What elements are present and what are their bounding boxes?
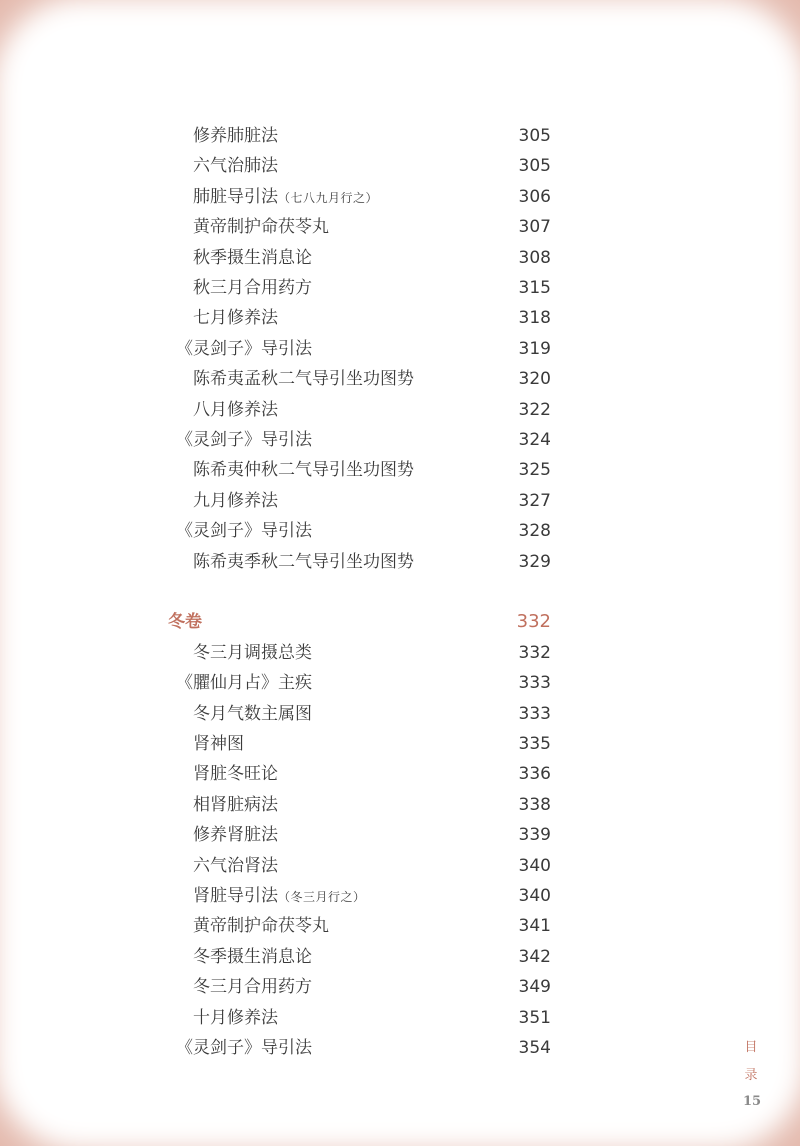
- toc-title-text: 肾神图: [193, 734, 244, 754]
- toc-entry-row: [0, 334, 800, 364]
- toc-title-text: 陈希夷仲秋二气导引坐功图势: [193, 460, 414, 481]
- toc-entry-title: [176, 668, 312, 698]
- toc-title-text: 十月修养法: [193, 1007, 278, 1028]
- toc-page-number: 335: [518, 734, 551, 754]
- toc-title-text: 陈希夷孟秋二气导引坐功图势: [193, 369, 414, 390]
- toc-page-number: 328: [518, 521, 551, 542]
- toc-entry-row: [0, 547, 800, 577]
- toc-entry-title: [176, 425, 312, 455]
- toc-page-number: 327: [518, 490, 551, 511]
- toc-entry-row: [0, 455, 800, 485]
- toc-entry-row: [0, 121, 800, 151]
- toc-page-number: 354: [518, 1038, 551, 1058]
- toc-page-number: 342: [518, 946, 551, 967]
- toc-entry-row: [0, 486, 800, 516]
- toc-title-text: 《臞仙月占》主疾: [176, 673, 312, 694]
- toc-entry-row: [0, 820, 800, 850]
- toc-entry-row: [0, 1033, 800, 1063]
- toc-entry-row: [0, 699, 800, 729]
- toc-entry-row: [0, 851, 800, 881]
- toc-page-number: 322: [518, 399, 551, 420]
- toc-title-text: 冬月气数主属图: [193, 703, 312, 724]
- toc-section-row: [0, 607, 800, 637]
- toc-entry-row: [0, 243, 800, 273]
- toc-page-number: 341: [518, 916, 551, 937]
- toc-title-text: 冬三月合用药方: [193, 977, 312, 998]
- toc-page-number: 329: [518, 551, 551, 572]
- toc-entry-title: [193, 212, 329, 242]
- toc-entry-row: [0, 182, 800, 212]
- toc-title-text: 《灵剑子》导引法: [176, 338, 312, 359]
- toc-entry-title: [193, 699, 312, 729]
- toc-entry-title: [193, 729, 244, 759]
- toc-page-number: 320: [518, 369, 551, 390]
- page-sidebar: [743, 1038, 762, 1110]
- toc-entry-title: [193, 121, 278, 151]
- toc-page-number: 319: [518, 338, 551, 359]
- toc-page-number: 315: [518, 278, 551, 298]
- toc-page-number: 333: [518, 673, 551, 694]
- toc-entry-title: [176, 516, 312, 546]
- toc-entry-row: [0, 638, 800, 668]
- toc-title-text: 肾脏导引法: [193, 886, 278, 906]
- toc-page-number: 336: [518, 764, 551, 785]
- toc-page-number: 318: [518, 308, 551, 329]
- toc-entry-title: [193, 881, 366, 912]
- toc-title-note: （冬三月行之）: [278, 890, 366, 904]
- toc-page-number: 338: [518, 794, 551, 815]
- toc-page-number: 324: [518, 430, 551, 450]
- toc-entry-row: [0, 942, 800, 972]
- toc-title-text: 《灵剑子》导引法: [176, 430, 312, 450]
- toc-page-number: 351: [518, 1007, 551, 1028]
- toc-entry-title: [193, 759, 278, 789]
- toc-page-number: 307: [518, 217, 551, 238]
- toc-entry-title: [193, 243, 312, 273]
- toc-title-text: 《灵剑子》导引法: [176, 521, 312, 542]
- toc-title-text: 秋季摄生消息论: [193, 247, 312, 268]
- toc-entry-row: [0, 364, 800, 394]
- toc-page-number: 308: [518, 247, 551, 268]
- toc-entry-row: [0, 911, 800, 941]
- toc-entry-row: [0, 516, 800, 546]
- toc-page-number: 349: [518, 977, 551, 998]
- toc-title-text: 六气治肺法: [193, 156, 278, 177]
- toc-entry-title: [193, 638, 312, 668]
- toc-title-text: 冬卷: [168, 612, 202, 633]
- toc-page-number: 306: [518, 186, 551, 207]
- toc-title-text: 黄帝制护命茯苓丸: [193, 217, 329, 238]
- toc-title-text: 陈希夷季秋二气导引坐功图势: [193, 551, 414, 572]
- toc-title-text: 相肾脏病法: [193, 794, 278, 815]
- toc-title-text: 八月修养法: [193, 399, 278, 420]
- toc-entry-row: [0, 395, 800, 425]
- toc-entry-row: [0, 212, 800, 242]
- toc-page-number: 332: [516, 611, 551, 633]
- toc-page-number: 339: [518, 825, 551, 846]
- toc-entry-title: [193, 942, 312, 972]
- toc-entry-title: [193, 911, 329, 941]
- page-number: 15: [743, 1094, 762, 1109]
- toc-entry-row: [0, 303, 800, 333]
- toc-title-text: 肾脏冬旺论: [193, 764, 278, 785]
- toc-entry-row: [0, 1003, 800, 1033]
- toc-entry-row: [0, 151, 800, 181]
- toc-entry-title: [193, 972, 312, 1002]
- toc-title-text: 冬三月调摄总类: [193, 642, 312, 663]
- toc-entry-title: [176, 1033, 312, 1063]
- toc-title-text: 肺脏导引法: [193, 186, 278, 207]
- toc-entry-title: [193, 395, 278, 425]
- toc-title-text: 黄帝制护命茯苓丸: [193, 916, 329, 937]
- toc-page-number: 305: [518, 126, 551, 146]
- sidebar-char-mu: 目: [744, 1040, 758, 1055]
- toc-section-title: [168, 607, 202, 637]
- toc-page-number: 333: [518, 703, 551, 724]
- toc-page-number: 325: [518, 460, 551, 481]
- toc-entry-title: [193, 1003, 278, 1033]
- toc-entry-title: [193, 303, 278, 333]
- toc-page-number: 305: [518, 156, 551, 177]
- toc-entry-title: [176, 334, 312, 364]
- toc-entry-row: [0, 790, 800, 820]
- toc-entry-title: [193, 547, 414, 577]
- toc-title-text: 修养肾脏法: [193, 825, 278, 846]
- toc-entry-row: [0, 972, 800, 1002]
- toc-entry-row: [0, 729, 800, 759]
- toc-page-number: 340: [518, 886, 551, 906]
- toc-entry-row: [0, 273, 800, 303]
- toc-entry-row: [0, 425, 800, 455]
- toc-title-text: 七月修养法: [193, 308, 278, 329]
- toc-page-number: 332: [518, 642, 551, 663]
- toc-entry-title: [193, 790, 278, 820]
- toc-entry-row: [0, 759, 800, 789]
- toc-entry-row: [0, 668, 800, 698]
- toc-entry-title: [193, 151, 278, 181]
- toc-title-text: 九月修养法: [193, 490, 278, 511]
- toc-entry-row: [0, 881, 800, 911]
- toc-page-number: 340: [518, 855, 551, 876]
- toc-title-text: 六气治肾法: [193, 855, 278, 876]
- toc-title-note: （七八九月行之）: [278, 190, 379, 205]
- toc-entry-title: [193, 182, 378, 213]
- toc-entry-title: [193, 851, 278, 881]
- toc-entry-title: [193, 820, 278, 850]
- toc-entry-title: [193, 455, 414, 485]
- toc-title-text: 《灵剑子》导引法: [176, 1038, 312, 1058]
- toc-title-text: 修养肺脏法: [193, 126, 278, 146]
- toc-entry-title: [193, 486, 278, 516]
- toc-entry-title: [193, 273, 312, 303]
- toc-entry-title: [193, 364, 414, 394]
- sidebar-char-lu: 录: [744, 1068, 758, 1083]
- toc-title-text: 秋三月合用药方: [193, 278, 312, 298]
- toc-title-text: 冬季摄生消息论: [193, 946, 312, 967]
